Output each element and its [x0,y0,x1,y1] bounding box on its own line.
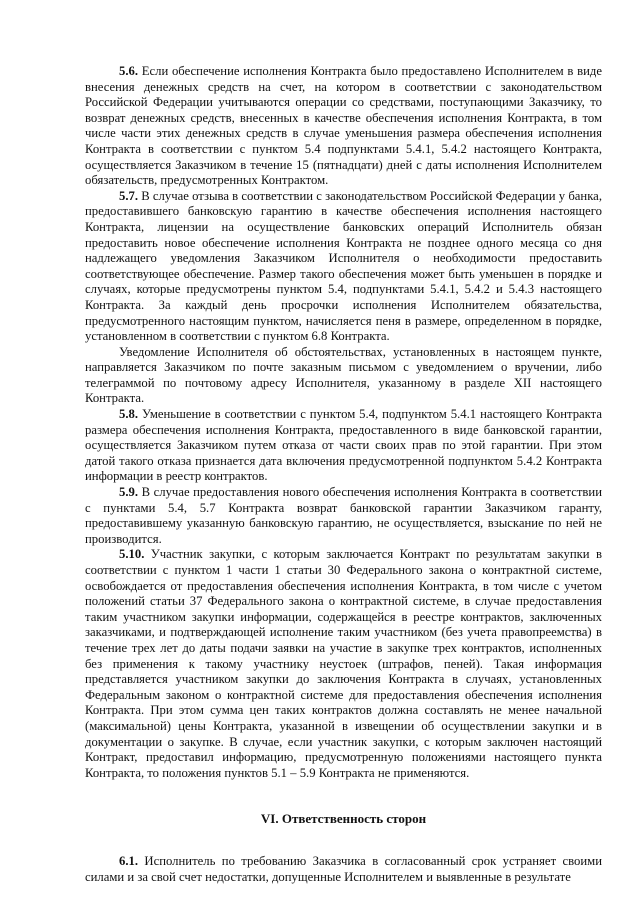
clause-text: Участник закупки, с которым заключается Контракт по результатам закупки в соответствии с пунктом 1 части 1 статьи 30 Федерального закона о контрактной системе, освобождается от предоставления обеспечения исполнения Контракта, в том числе с учетом положений статьи 37 Федерального закона о контрактной системе, в случае предоставления таким участником закупки информации, содержащейся в реестре контрактов, заключенных заказчиками, и подтверждающей исполнение таким участником (без учета правопреемства) в течение трех лет до даты подачи заявки на участие в закупке трех контрактов, исполненных без применения к такому участнику неустоек (штрафов, пеней). Такая информация представляется участником закупки до заключения Контракта в случаях, установленных Федеральным законом о контрактной системе для предоставления обеспечения исполнения Контракта. При этом сумма цен таких контрактов должна составлять не менее начальной (максимальной) цены Контракта, указанной в извещении об осуществлении закупки и в документации о закупке. В случае, если участник закупки, с которым заключен настоящий Контракт, предоставил информацию, предусмотренную положениями настоящего пункта Контракта, то положения пунктов 5.1 – 5.9 Контракта не применяются. [85,547,602,780]
paragraph-5-6 [85,64,602,189]
clause-number: 5.10. [119,547,145,562]
clause-number: 5.9. [119,485,139,500]
paragraph-5-9 [85,485,602,547]
clause-number: 5.7. [119,188,139,203]
paragraph-5-10 [85,547,602,781]
clause-text: Уменьшение в соответствии с пунктом 5.4, подпунктом 5.4.1 настоящего Контракта размера обеспечения исполнения Контракта, предоставленного в виде банковской гарантии, осуществляется Заказчиком путем отказа от части своих прав по этой гарантии. При этом датой такого отказа признается дата включения предусмотренной подпунктом 5.4.2 Контракта информации в реестр контрактов. [85,407,602,484]
paragraph-6-1 [85,854,602,885]
clause-text: Если обеспечение исполнения Контракта было предоставлено Исполнителем в виде внесения денежных средств на счет, на котором в соответствии с законодательством Российской Федерации учитываются операции со средствами, поступающими Заказчику, то возврат денежных средств, внесенных в качестве обеспечения исполнения Контракта, в том числе части этих денежных средств в случае уменьшения размера обеспечения исполнения Контракта в соответствии с пунктом 5.4 подпунктами 5.4.1, 5.4.2 настоящего Контракта, осуществляется Заказчиком в течение 15 (пятнадцати) дней с даты исполнения Исполнителем обязательств, предусмотренных Контрактом. [85,64,602,188]
paragraph-5-8 [85,407,602,485]
clause-text: В случае предоставления нового обеспечения исполнения Контракта в соответствии с пунктами 5.4, 5.7 Контракта возврат банковской гарантии Заказчиком гаранту, предоставившему указанную банковскую гарантию, не осуществляется, взыскание по ней не производится. [85,485,602,546]
spacer [85,827,602,854]
clause-number: 5.8. [119,407,139,422]
clause-number: 6.1. [119,854,139,869]
paragraph-notification [85,345,602,407]
clause-number: 5.6. [119,64,139,78]
clause-text: В случае отзыва в соответствии с законодательством Российской Федерации у банка, предоставившего банковскую гарантию в качестве обеспечения исполнения настоящего Контракта, лицензии на осуществление банковских операций Исполнитель обязан предоставить новое обеспечение исполнения Контракта не позднее одного месяца со дня надлежащего уведомления Заказчиком Исполнителя о необходимости предоставить соответствующее обеспечение. Размер такого обеспечения может быть уменьшен в порядке и случаях, которые предусмотрены пунктом 5.4, подпунктами 5.4.1, 5.4.2 и 5.4.3 настоящего Контракта. За каждый день просрочки исполнения Исполнителем обязательства, предусмотренного настоящим пунктом, начисляется пеня в размере, определенном в порядке, установленном в соответствии с пунктом 6.8 Контракта. [85,188,602,344]
clause-text: Уведомление Исполнителя об обстоятельствах, установленных в настоящем пункте, направляется Заказчиком по почте заказным письмом с уведомлением о вручении, либо телеграммой по почтовому адресу Исполнителя, указанному в разделе XII настоящего Контракта. [85,344,602,406]
section-heading: VI. Ответственность сторон [260,811,427,827]
paragraph-5-7 [85,189,602,345]
clause-text: Исполнитель по требованию Заказчика в согласованный срок устраняет своими силами и за свой счет недостатки, допущенные Исполнителем и выявленные в результате [85,854,602,884]
